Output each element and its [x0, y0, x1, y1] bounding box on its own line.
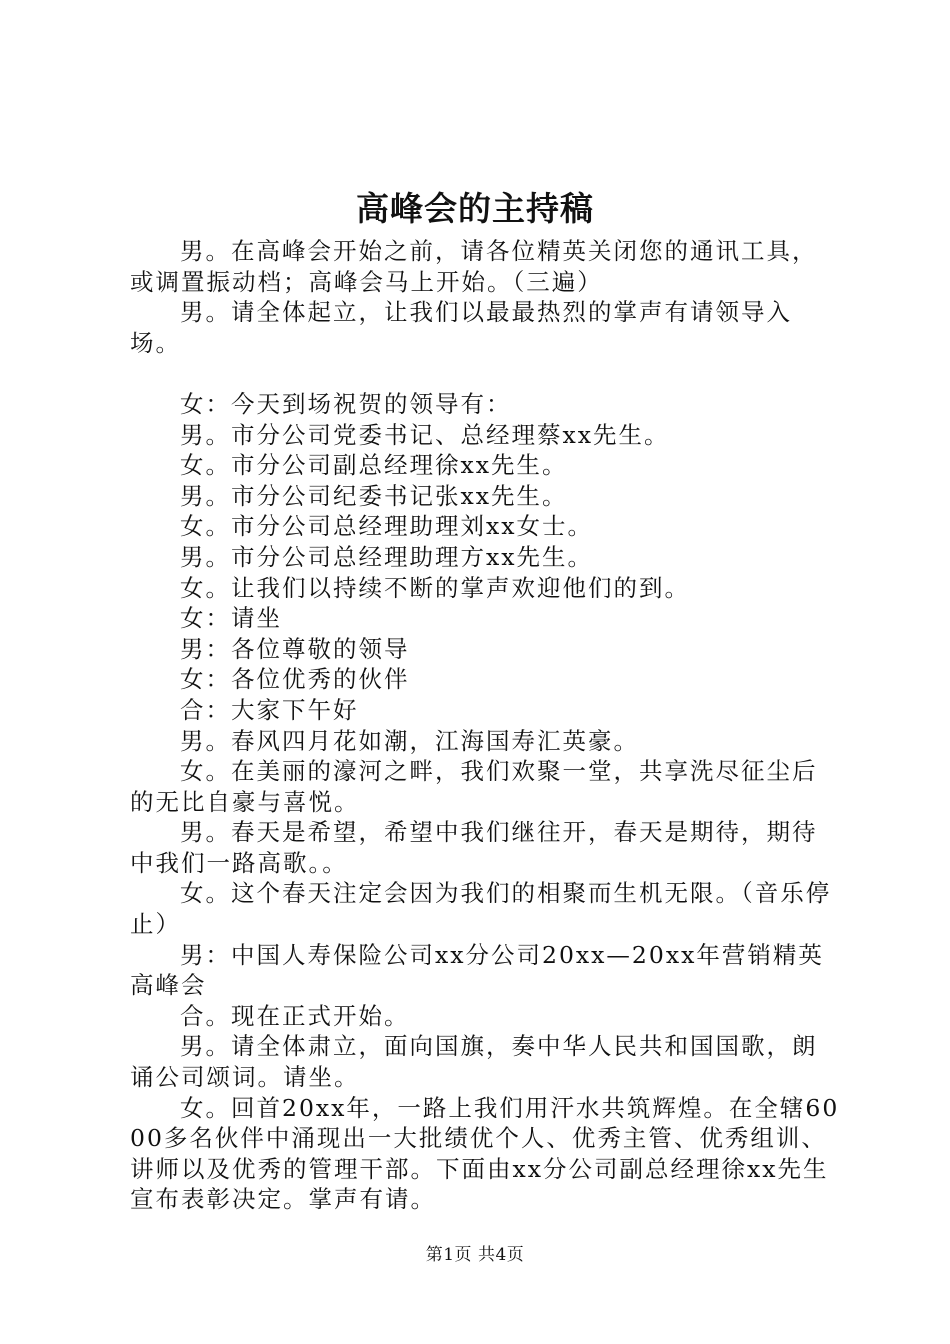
- paragraph: 女：请坐: [180, 604, 282, 633]
- paragraph: 女。回首20xx年，一路上我们用汗水共筑辉煌。在全辖6000多名伙伴中涌现出一大批绩优个人、优秀主管、优秀组训、讲师以及优秀的管理干部。下面由xx分公司副总经理徐xx先生宣布表彰决定。掌声有请。: [130, 1093, 840, 1214]
- paragraph: 女。这个春天注定会因为我们的相聚而生机无限。（音乐停止）: [130, 879, 832, 939]
- paragraph: 男。市分公司总经理助理方xx先生。: [180, 542, 594, 571]
- paragraph: 合。现在正式开始。: [180, 1001, 410, 1030]
- paragraph: 男。在高峰会开始之前，请各位精英关闭您的通讯工具，或调置振动档；高峰会马上开始。（三遍）: [130, 237, 818, 296]
- paragraph: 男：中国人寿保险公司xx分公司20xx—20xx年营销精英高峰会: [130, 940, 824, 1000]
- page-footer: 第1页 共4页: [425, 1245, 525, 1265]
- paragraph: 女：今天到场祝贺的领导有：: [180, 389, 512, 418]
- paragraph: 男。春风四月花如潮，江海国寿汇英豪。: [180, 726, 639, 755]
- paragraph: 男。市分公司党委书记、总经理蔡xx先生。: [180, 420, 670, 449]
- paragraph: 女。让我们以持续不断的掌声欢迎他们的到。: [180, 573, 690, 602]
- paragraph: 男。市分公司纪委书记张xx先生。: [180, 481, 568, 510]
- paragraph: 男。请全体起立，让我们以最最热烈的掌声有请领导入场。: [130, 298, 792, 357]
- paragraph: 女：各位优秀的伙伴: [180, 665, 410, 694]
- paragraph: 女。市分公司副总经理徐xx先生。: [180, 451, 568, 480]
- document-body: [130, 236, 840, 1215]
- blank-line: [130, 358, 840, 389]
- document-title: 高峰会的主持稿: [356, 189, 594, 228]
- paragraph: 男。春天是希望，希望中我们继往开，春天是期待，期待中我们一路高歌。。: [130, 818, 818, 877]
- paragraph: 男：各位尊敬的领导: [180, 634, 410, 663]
- paragraph: 女。市分公司总经理助理刘xx女士。: [180, 512, 594, 541]
- paragraph: 女。在美丽的濠河之畔，我们欢聚一堂，共享洗尽征尘后的无比自豪与喜悦。: [130, 757, 818, 816]
- paragraph: 男。请全体肃立，面向国旗，奏中华人民共和国国歌，朗诵公司颂词。请坐。: [130, 1032, 818, 1092]
- paragraph: 合：大家下午好: [180, 695, 359, 724]
